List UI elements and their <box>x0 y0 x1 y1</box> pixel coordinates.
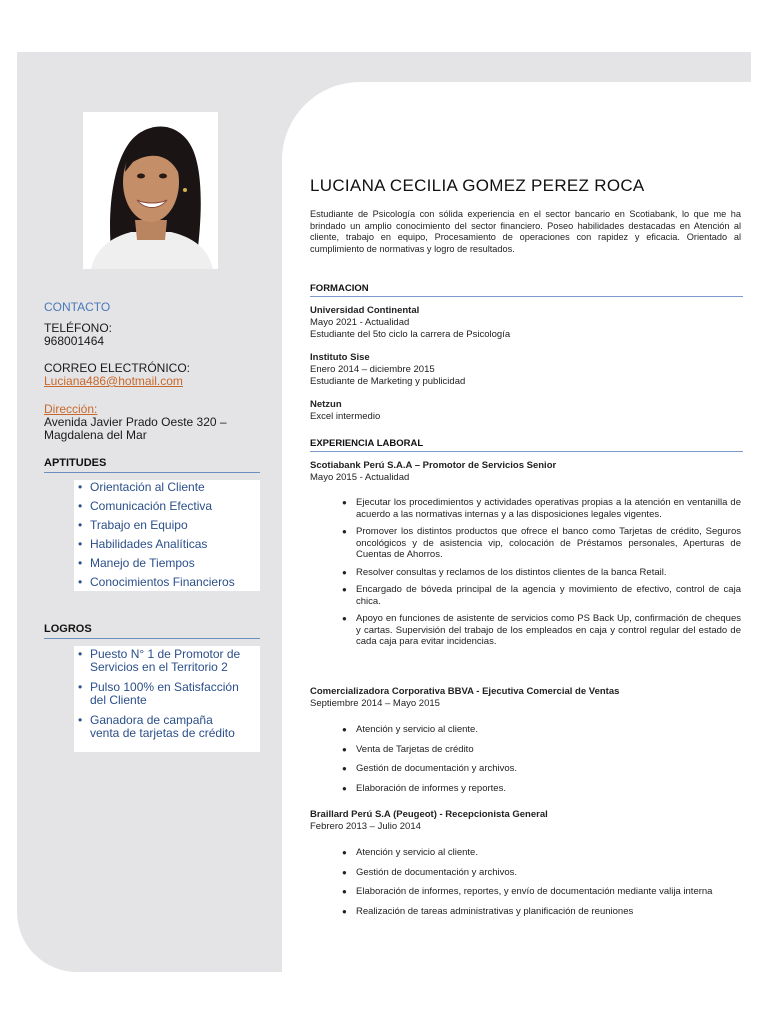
job-date: Mayo 2015 - Actualidad <box>310 472 410 483</box>
job-bullet: ● Gestión de documentación y archivos. <box>340 763 741 775</box>
job-bullets <box>340 724 741 794</box>
logros-heading: LOGROS <box>44 623 260 639</box>
profile-summary: Estudiante de Psicología con sólida experiencia en el sector bancario en Scotiabank, lo que me ha brindado un amplio conocimiento del sector financiero. Poseo habilidades destacadas en Atención al cliente, trabajo en equipo, Procesamiento de operaciones con rapidez y eficacia. Orientado al cumplimiento de normativas y logro de resultados. <box>310 209 741 254</box>
job-bullet: ● Elaboración de informes, reportes, y envío de documentación mediante valija interna <box>340 886 741 898</box>
education-institution: Universidad Continental <box>310 305 420 316</box>
logro-item: • Puesto N° 1 de Promotor de Servicios en el Territorio 2 <box>74 648 244 674</box>
education-entry <box>310 352 465 388</box>
logro-item: • Ganadora de campaña venta de tarjetas de crédito <box>74 714 244 740</box>
job-bullets <box>340 847 741 917</box>
education-detail: Excel intermedio <box>310 411 381 422</box>
job-header <box>310 460 556 484</box>
job-bullet: ● Venta de Tarjetas de crédito <box>340 744 741 756</box>
aptitude-item: • Comunicación Efectiva <box>74 500 260 513</box>
job-bullet: ● Apoyo en funciones de asistente de servicios como PS Back Up, confirmación de cheques y cartas. Supervisión del trabajo de los empleados en caja y control regular del estado de cada caja para evitar incidencias. <box>340 613 741 648</box>
address-label: Dirección: <box>44 402 98 416</box>
job-date: Febrero 2013 – Julio 2014 <box>310 821 421 832</box>
job-bullet: ● Ejecutar los procedimientos y actividades operativas propias a la atención en ventanilla de acuerdo a las normativas internas y a las disposiciones legales vigentes. <box>340 497 741 520</box>
experiencia-heading: EXPERIENCIA LABORAL <box>310 438 743 452</box>
job-date: Septiembre 2014 – Mayo 2015 <box>310 698 440 709</box>
profile-photo-illustration <box>83 112 218 269</box>
job-bullets <box>340 497 741 648</box>
logros-box <box>74 646 260 752</box>
education-detail: Estudiante de Marketing y publicidad <box>310 376 466 387</box>
job-role: Scotiabank Perú S.A.A – Promotor de Servicios Senior <box>310 460 557 471</box>
phone-value: 968001464 <box>44 334 105 348</box>
aptitude-item: • Manejo de Tiempos <box>74 557 260 570</box>
contact-title: CONTACTO <box>44 300 111 314</box>
job-bullet: ● Encargado de bóveda principal de la agencia y movimiento de efectivo, control de caja chica. <box>340 584 741 607</box>
email-label: CORREO ELECTRÓNICO: <box>44 361 191 375</box>
education-date: Enero 2014 – diciembre 2015 <box>310 364 435 375</box>
aptitudes-heading: APTITUDES <box>44 457 260 473</box>
phone-label: TELÉFONO: <box>44 321 113 335</box>
aptitude-item: • Trabajo en Equipo <box>74 519 260 532</box>
education-entry <box>310 399 380 423</box>
formacion-heading: FORMACION <box>310 283 743 297</box>
candidate-name: LUCIANA CECILIA GOMEZ PEREZ ROCA <box>310 176 645 195</box>
job-bullet: ● Realización de tareas administrativas y planificación de reuniones <box>340 906 741 918</box>
profile-photo <box>83 112 218 269</box>
logro-item: • Pulso 100% en Satisfacción del Cliente <box>74 681 244 707</box>
job-header <box>310 809 548 833</box>
education-entry <box>310 305 510 341</box>
email-link[interactable]: Luciana486@hotmail.com <box>44 374 183 388</box>
address-line-2: Magdalena del Mar <box>44 428 147 442</box>
aptitude-item: • Habilidades Analíticas <box>74 538 260 551</box>
job-bullet: ● Atención y servicio al cliente. <box>340 724 741 736</box>
job-header <box>310 686 619 710</box>
job-bullet: ● Gestión de documentación y archivos. <box>340 867 741 879</box>
address-line-1: Avenida Javier Prado Oeste 320 – <box>44 415 227 429</box>
job-role: Comercializadora Corporativa BBVA - Ejecutiva Comercial de Ventas <box>310 686 620 697</box>
job-bullet: ● Promover los distintos productos que ofrece el banco como Tarjetas de crédito, Seguros oncológicos y de asistencia vip, colocación de Préstamos personales, Aperturas de Cuentas de Ahorros. <box>340 526 741 561</box>
job-bullet: ● Atención y servicio al cliente. <box>340 847 741 859</box>
education-institution: Netzun <box>310 399 342 410</box>
education-detail: Estudiante del 5to ciclo la carrera de Psicología <box>310 329 511 340</box>
job-role: Braillard Perú S.A (Peugeot) - Recepcionista General <box>310 809 548 820</box>
aptitude-item: • Conocimientos Financieros <box>74 576 260 589</box>
aptitude-item: • Orientación al Cliente <box>74 481 260 494</box>
education-institution: Instituto Sise <box>310 352 370 363</box>
job-bullet: ● Elaboración de informes y reportes. <box>340 783 741 795</box>
aptitudes-box <box>74 480 260 591</box>
job-bullet: ● Resolver consultas y reclamos de los distintos clientes de la banca Retail. <box>340 567 741 579</box>
education-date: Mayo 2021 - Actualidad <box>310 317 410 328</box>
